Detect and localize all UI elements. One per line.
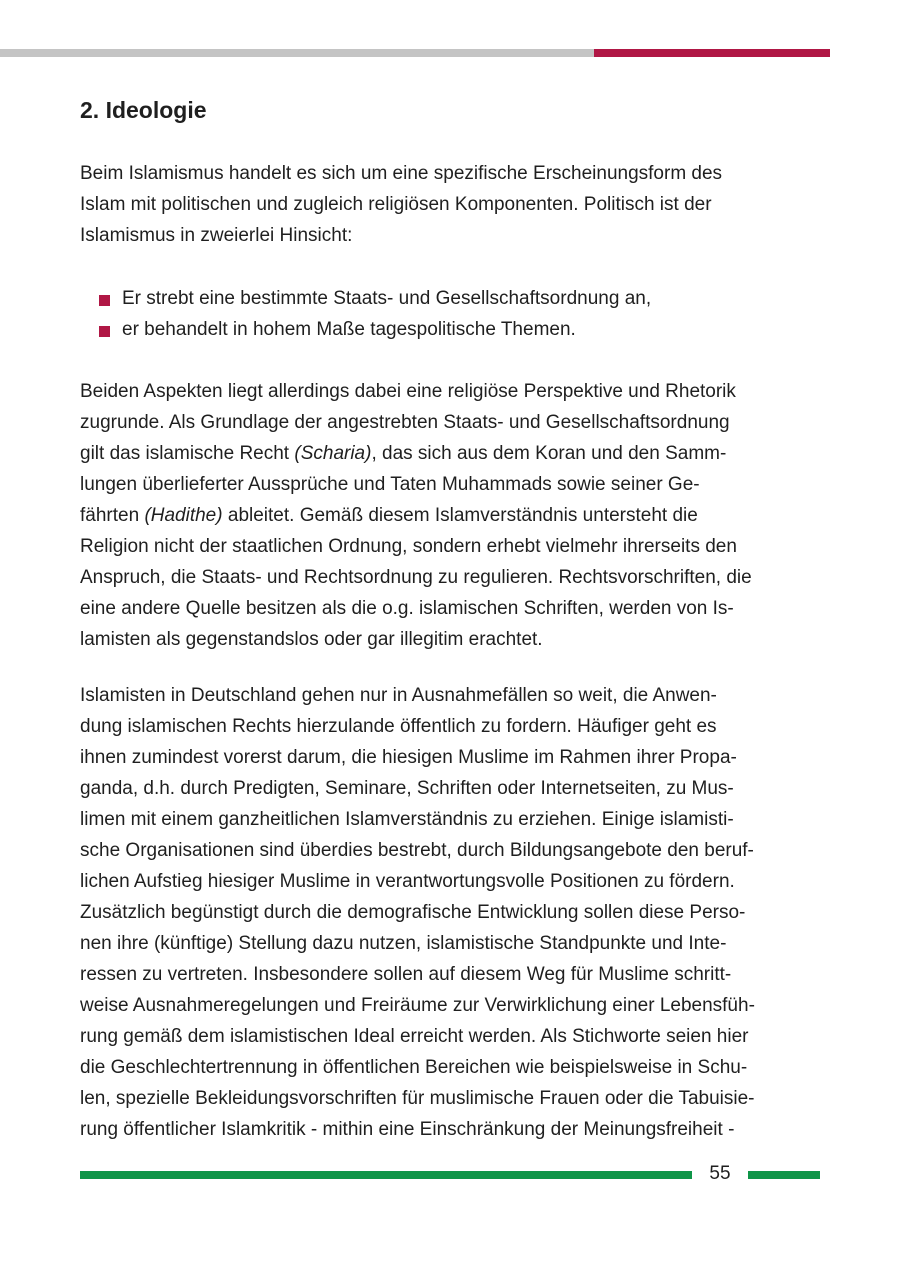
text-line: sche Organisationen sind überdies bestrebt, durch Bildungsangebote den beruf- bbox=[80, 840, 754, 861]
italic-term-hadithe: (Hadithe) bbox=[144, 505, 223, 526]
text-line: lamisten als gegenstandslos oder gar illegitim erachtet. bbox=[80, 629, 543, 650]
text-line: rung gemäß dem islamistischen Ideal erreicht werden. Als Stichworte seien hier bbox=[80, 1026, 749, 1047]
italic-term-scharia: (Scharia) bbox=[294, 443, 372, 464]
text-line: die Geschlechtertrennung in öffentlichen Bereichen wie beispielsweise in Schu- bbox=[80, 1057, 748, 1078]
text-line: rung öffentlicher Islamkritik - mithin eine Einschränkung der Meinungsfreiheit - bbox=[80, 1119, 735, 1140]
bullet-text: er behandelt in hohem Maße tagespolitische Themen. bbox=[122, 319, 576, 340]
text-line: Beiden Aspekten liegt allerdings dabei eine religiöse Perspektive und Rhetorik bbox=[80, 381, 736, 402]
bullet-item bbox=[80, 314, 830, 345]
text-line: len, spezielle Bekleidungsvorschriften für muslimische Frauen oder die Tabuisie- bbox=[80, 1088, 755, 1109]
bullet-item bbox=[80, 283, 830, 314]
square-bullet-icon bbox=[99, 326, 110, 337]
bullet-list bbox=[80, 283, 830, 345]
text-segment: fährten bbox=[80, 505, 145, 526]
bullet-text: Er strebt eine bestimmte Staats- und Gesellschaftsordnung an, bbox=[122, 288, 652, 309]
header-rule-accent bbox=[594, 49, 830, 57]
text-line: lungen überlieferter Aussprüche und Taten Muhammads sowie seiner Ge- bbox=[80, 474, 700, 495]
text-line: limen mit einem ganzheitlichen Islamverständnis zu erziehen. Einige islamisti- bbox=[80, 809, 734, 830]
intro-paragraph bbox=[80, 158, 830, 251]
text-line: eine andere Quelle besitzen als die o.g. islamischen Schriften, werden von Is- bbox=[80, 598, 734, 619]
text-line: Religion nicht der staatlichen Ordnung, sondern erhebt vielmehr ihrerseits den bbox=[80, 536, 737, 557]
text-line: ganda, d.h. durch Predigten, Seminare, Schriften oder Internetseiten, zu Mus- bbox=[80, 778, 734, 799]
text-line: lichen Aufstieg hiesiger Muslime in verantwortungsvolle Positionen zu fördern. bbox=[80, 871, 735, 892]
text-segment: , das sich aus dem Koran und den Samm- bbox=[371, 443, 727, 464]
text-line: Anspruch, die Staats- und Rechtsordnung zu regulieren. Rechtsvorschriften, die bbox=[80, 567, 752, 588]
text-line bbox=[80, 500, 830, 531]
text-line: ressen zu vertreten. Insbesondere sollen auf diesem Weg für Muslime schritt- bbox=[80, 964, 732, 985]
text-line: weise Ausnahmeregelungen und Freiräume zur Verwirklichung einer Lebensfüh- bbox=[80, 995, 755, 1016]
text-line: zugrunde. Als Grundlage der angestrebten Staats- und Gesellschaftsordnung bbox=[80, 412, 730, 433]
text-line: Islamisten in Deutschland gehen nur in Ausnahmefällen so weit, die Anwen- bbox=[80, 685, 717, 706]
footer-rule-left bbox=[80, 1171, 692, 1179]
text-line: Beim Islamismus handelt es sich um eine spezifische Erscheinungsform des bbox=[80, 163, 723, 184]
text-line: Islam mit politischen und zugleich religiösen Komponenten. Politisch ist der bbox=[80, 194, 712, 215]
section-heading: 2. Ideologie bbox=[80, 97, 207, 123]
text-line: ihnen zumindest vorerst darum, die hiesigen Muslime im Rahmen ihrer Propa- bbox=[80, 747, 737, 768]
square-bullet-icon bbox=[99, 295, 110, 306]
paragraph-aspects bbox=[80, 376, 830, 655]
footer-rule-right bbox=[748, 1171, 820, 1179]
text-line: nen ihre (künftige) Stellung dazu nutzen, islamistische Standpunkte und Inte- bbox=[80, 933, 727, 954]
text-line: dung islamischen Rechts hierzulande öffentlich zu fordern. Häufiger geht es bbox=[80, 716, 717, 737]
text-line bbox=[80, 438, 830, 469]
paragraph-germany bbox=[80, 680, 830, 1145]
text-segment: gilt das islamische Recht bbox=[80, 443, 295, 464]
header-rule-grey bbox=[0, 49, 594, 57]
text-segment: ableitet. Gemäß diesem Islamverständnis untersteht die bbox=[222, 505, 698, 526]
text-line: Zusätzlich begünstigt durch die demografische Entwicklung sollen diese Perso- bbox=[80, 902, 746, 923]
page-number: 55 bbox=[709, 1163, 731, 1184]
text-line: Islamismus in zweierlei Hinsicht: bbox=[80, 225, 353, 246]
